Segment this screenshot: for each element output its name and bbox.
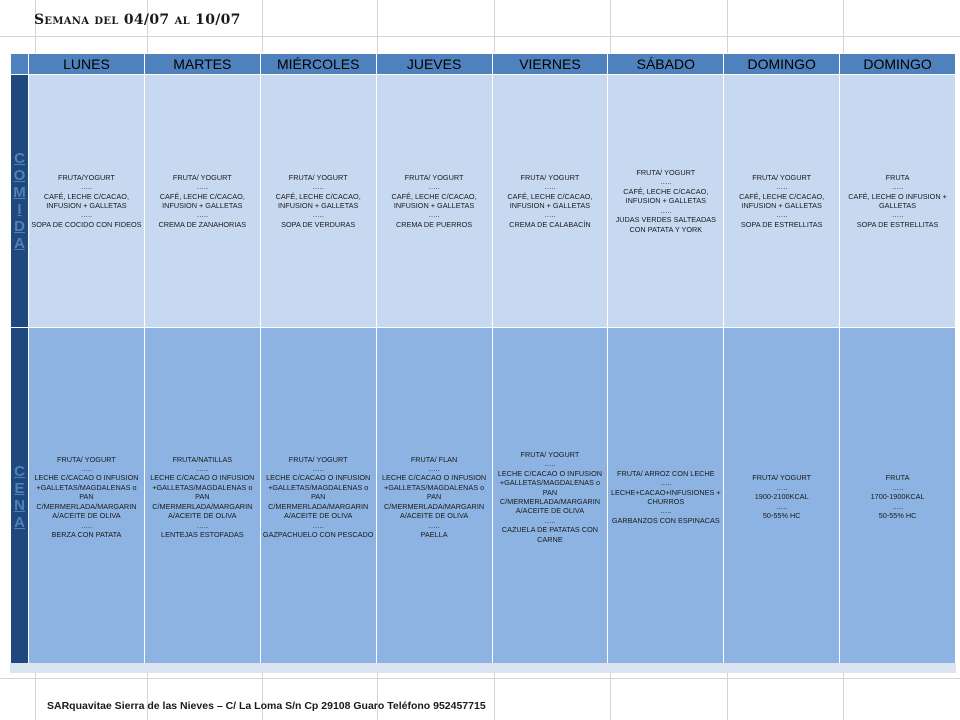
menu-item: FRUTA/ YOGURT [520,449,580,459]
menu-item: FRUTA/NATILLAS [172,454,233,464]
menu-item: 50-55% HC [878,511,917,521]
separator-dots: ….. [776,210,788,220]
menu-item: FRUTA/ YOGURT [288,172,348,182]
menu-cell [376,328,492,667]
separator-dots: ….. [891,482,904,492]
day-header: DOMINGO [724,54,840,75]
day-header: DOMINGO [840,54,956,75]
menu-cell [260,75,376,328]
menu-item: FRUTA/ YOGURT [752,172,812,182]
menu-cell [492,328,608,667]
menu-item: LECHE C/CACAO O INFUSION +GALLETAS/MAGDALENAS o PAN C/MERMERLADA/MARGARIN A/ACEITE DE OLIVA [266,473,371,521]
menu-cell [144,75,260,328]
menu-cell [29,328,145,667]
menu-item: LENTEJAS ESTOFADAS [161,529,244,539]
menu-item: LECHE C/CACAO O INFUSION +GALLETAS/MAGDALENAS o PAN C/MERMERLADA/MARGARIN A/ACEITE DE OLIVA [381,473,487,521]
separator-dots: ….. [776,482,788,492]
menu-item: FRUTA/ YOGURT [288,454,348,464]
menu-item: CAFÉ, LECHE C/CACAO, INFUSION + GALLETAS [623,186,709,206]
menu-item: 1700-1900KCAL [870,492,925,502]
menu-cell [608,75,724,328]
separator-dots: ….. [428,182,440,192]
separator-dots: ….. [312,182,324,192]
separator-dots: ….. [80,464,93,474]
row-label-text: COMIDA [13,149,26,252]
menu-cell [724,75,840,328]
menu-item: CREMA DE CALABACÍN [509,219,591,229]
menu-item: GAZPACHUELO CON PESCADO [262,529,374,539]
menu-cell [840,328,956,667]
day-header: VIERNES [492,54,608,75]
menu-item: CAFÉ, LECHE O INFUSION + GALLETAS [848,191,947,210]
day-header: MARTES [144,54,260,75]
separator-dots: ….. [80,210,93,220]
menu-item: FRUTA/ YOGURT [636,168,696,178]
separator-dots: ….. [660,506,672,516]
row-label-cena [11,328,29,667]
menu-item: FRUTA/YOGURT [57,172,115,182]
day-header: LUNES [29,54,145,75]
menu-cell [724,328,840,667]
separator-dots: ….. [660,478,672,488]
footer-text: SARquavitae Sierra de las Nieves – C/ La Loma S/n Cp 29108 Guaro Teléfono 952457715 [47,700,486,712]
separator-dots: ….. [196,210,208,220]
day-header: JUEVES [376,54,492,75]
separator-dots: ….. [196,520,208,530]
separator-dots: ….. [891,182,904,192]
menu-cell [376,75,492,328]
menu-item: FRUTA/ YOGURT [172,172,232,182]
row-cena [11,328,956,667]
separator-dots: ….. [660,177,672,187]
separator-dots: ….. [776,182,788,192]
menu-item: CAZUELA DE PATATAS CON CARNE [501,525,599,544]
days-header-row [11,54,956,75]
day-header: SÁBADO [608,54,724,75]
menu-item: FRUTA/ YOGURT [752,473,812,483]
menu-item: LECHE C/CACAO O INFUSION +GALLETAS/MAGDALENAS o PAN C/MERMERLADA/MARGARIN A/ACEITE DE OLIVA [150,473,255,521]
separator-dots: ….. [196,182,208,192]
separator-dots: ….. [544,182,556,192]
menu-item: FRUTA/ YOGURT [520,172,580,182]
menu-item: FRUTA/ FLAN [410,454,458,464]
menu-item: GARBANZOS CON ESPINACAS [611,515,720,525]
menu-item: 1900-2100KCAL [754,492,809,502]
separator-dots: ….. [891,501,904,511]
menu-item: FRUTA [885,172,910,182]
separator-dots: ….. [80,520,93,530]
footer-band [10,663,956,673]
separator-dots: ….. [428,520,440,530]
page-title: Semana del 04/07 al 10/07 [34,12,241,28]
separator-dots: ….. [891,210,904,220]
menu-item: CREMA DE PUERROS [395,219,473,229]
menu-item: CAFÉ, LECHE C/CACAO, INFUSION + GALLETAS [507,191,593,210]
menu-item: PAELLA [420,529,448,539]
menu-cell [144,328,260,667]
separator-dots: ….. [428,210,440,220]
menu-item: FRUTA/ YOGURT [404,172,464,182]
separator-dots: ….. [544,210,556,220]
separator-dots: ….. [196,464,208,474]
row-label-comida [11,75,29,328]
separator-dots: ….. [776,501,788,511]
menu-item: SOPA DE ESTRELLITAS [740,219,823,229]
menu-cell [608,328,724,667]
menu-item: CAFÉ, LECHE C/CACAO, INFUSION + GALLETAS [739,191,825,210]
menu-item: JUDAS VERDES SALTEADAS CON PATATA Y YORK [615,215,717,234]
menu-cell [840,75,956,328]
menu-item: FRUTA [885,473,910,483]
row-comida [11,75,956,328]
menu-cell [492,75,608,328]
menu-item: CAFÉ, LECHE C/CACAO, INFUSION + GALLETAS [43,191,130,210]
menu-cell [29,75,145,328]
menu-item: SOPA DE ESTRELLITAS [856,219,939,229]
menu-item: LECHE C/CACAO O INFUSION +GALLETAS/MAGDALENAS o PAN C/MERMERLADA/MARGARIN A/ACEITE DE OLIVA [497,468,603,516]
separator-dots: ….. [312,210,324,220]
separator-dots: ….. [312,464,324,474]
menu-item: FRUTA/ YOGURT [57,454,116,464]
weekly-menu-table [10,53,956,667]
menu-item: 50-55% HC [762,511,801,521]
menu-item: SOPA DE VERDURAS [281,219,356,229]
separator-dots: ….. [80,182,93,192]
menu-item: CAFÉ, LECHE C/CACAO, INFUSION + GALLETAS [159,191,245,210]
row-label-text: CENA [14,462,25,531]
header-corner [11,54,29,75]
separator-dots: ….. [544,515,556,525]
menu-item: LECHE+CACAO+INFUSIONES + CHURROS [610,487,721,506]
separator-dots: ….. [660,205,672,215]
separator-dots: ….. [312,520,324,530]
menu-cell [260,328,376,667]
menu-item: CAFÉ, LECHE C/CACAO, INFUSION + GALLETAS [275,191,361,210]
menu-item: SOPA DE COCIDO CON FIDEOS [31,219,142,229]
menu-item: BERZA CON PATATA [51,529,122,539]
menu-item: CREMA DE ZANAHORIAS [158,219,247,229]
menu-item: LECHE C/CACAO O INFUSION +GALLETAS/MAGDALENAS o PAN C/MERMERLADA/MARGARIN A/ACEITE DE OLIVA [34,473,139,521]
menu-item: FRUTA/ ARROZ CON LECHE [617,468,715,478]
separator-dots: ….. [544,459,556,469]
separator-dots: ….. [428,464,440,474]
menu-item: CAFÉ, LECHE C/CACAO, INFUSION + GALLETAS [391,191,477,210]
day-header: MIÉRCOLES [260,54,376,75]
